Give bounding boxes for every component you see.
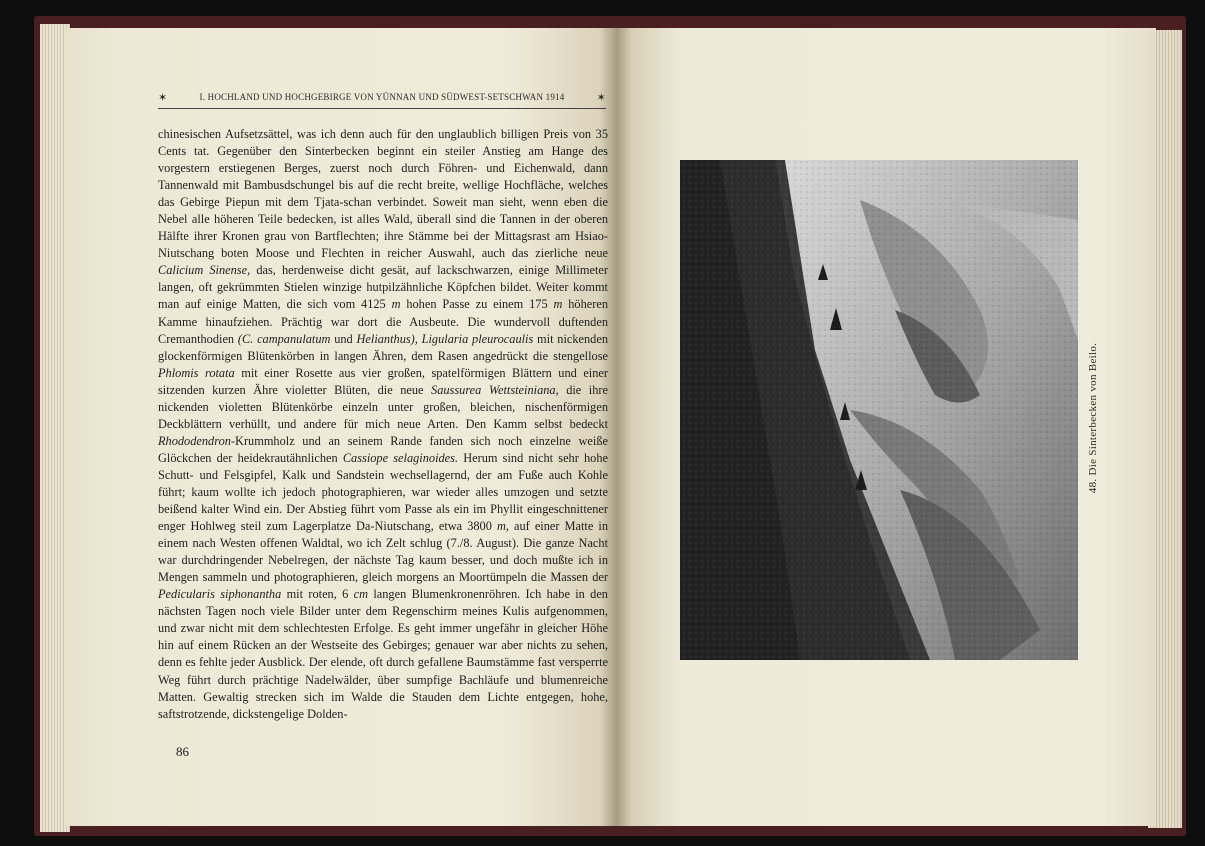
sinter-terraces-photo — [680, 160, 1078, 660]
left-page — [64, 28, 616, 826]
species-name: (C. campanulatum — [237, 331, 331, 346]
unit: m, — [496, 519, 509, 534]
running-head-rule — [158, 108, 606, 109]
text-run: das, herdenweise dicht gesät, auf lackschwarzen, einige Millimeter langen, oft gekrümmten Stielen winzige hutpilzähnliche Köpfchen bildet. Weiter kommt man auf einige Matten, die sich vom 4125 — [158, 263, 608, 312]
page-number: 86 — [176, 744, 189, 759]
unit: m — [391, 297, 401, 312]
text-run: mit einer Rosette aus vier großen, spatelförmigen Blättern und einer sitzenden kurzen Ähre violetter Blüten, die neue — [158, 365, 608, 397]
ornament-right: ✶ — [596, 91, 606, 104]
species-name: Helianthus), Ligularia pleurocaulis — [356, 331, 534, 346]
text-run: und — [330, 331, 357, 346]
text-run: höheren Kamme hinaufziehen. Prächtig war dort die Ausbeute. Die wundervoll duftenden Cremanthodien — [158, 297, 608, 346]
text-run: mit nickenden glockenförmigen Blütenkörben in langen Ähren, dem Rasen angedrückt die stengellose — [158, 331, 609, 363]
right-page — [616, 28, 1156, 826]
species-name: Phlomis rotata — [158, 365, 235, 380]
body-text — [158, 126, 608, 723]
text-run: mit roten, 6 — [281, 587, 354, 602]
text-run: -Krummholz und an seinem Rande fanden sich noch einzelne weiße Glöckchen der heidekrautähnlichen — [158, 433, 608, 465]
text-run: Herum sind nicht sehr hohe Schutt- und Felsgipfel, Kalk und Sandstein wechsellagernd, der am Fuße auch Kohle führt; kaum wollte ich jedoch photographieren, war wieder alles umzogen und setzte beißend kalter Wind ein. Der Abstieg führt vom Passe als ein im Phyllit eingeschnittener enger Hohlweg steil zum Lagerplatze Da-Niutschang, etwa 3800 — [158, 450, 608, 534]
text-run: chinesischen Aufsetzsättel, was ich denn auch für den unglaublich billigen Preis von 35 Cents tat. Gegenüber den Sinterbecken beginnt ein steiler Anstieg am Hange des vorgestern erstiegenen Berges, zuerst noch durch Föhren- und Eichenwald, dann Tannenwald mit Bambusdschungel bis auf die recht breite, wellige Hochfläche, welches das Gebirge Piepun mit dem Tjata-schan verbindet. Soweit man sieht, wenn eben die Nebel alle höheren Teile bedecken, ist alles Wald, überall sind die Tannen in der oberen Hälfte ihrer Kronen grau von Bartflechten; ihre Stämme bei der Mittagsrast am Hsiao-Niutschang boten Moose und Flechten in reicher Auswahl, auch das zierliche neue — [158, 127, 608, 261]
species-name: Pedicularis siphonantha — [158, 587, 282, 602]
text-run: die ihre nickenden violetten Blütenkörbe einzeln unter großen, bleichen, nischenförmigen Deckblättern verhüllt, und andere für mich neue Arten. Den Kamm selbst bedeckt — [158, 382, 608, 431]
photo-plate — [680, 160, 1078, 660]
text-run: auf einer Matte in einem nach Westen offenen Waldtal, wo ich Zelt schlug (7./8. August). Die ganze Nacht war durchdringender Nebelregen, der nächste Tag kaum besser, und doch mußte ich in Mengen sammeln und photographieren, gleich morgens an Moortümpeln die Massen der — [158, 519, 608, 585]
species-name: Rhododendron — [158, 433, 231, 448]
text-run: hohen Passe zu einem 175 — [400, 297, 554, 312]
unit: cm — [353, 587, 369, 602]
running-head — [158, 90, 606, 104]
species-name: Cassiope selaginoides. — [342, 450, 459, 465]
text-run: langen Blumenkronenröhren. Ich habe in den nächsten Tagen noch viele Bilder unter dem Regenschirm meines Kulis aufgenommen, und zwar nicht mit dem schlechtesten Erfolge. Es geht immer ungefähr in gleicher Höhe hin auf einem Rücken an der Westseite des Gebirges; genauer war aber nichts zu sehen, denn es fehlte jeder Ausblick. Der elende, oft durch gefallene Baumstämme fast versperrte Weg führt durch prächtige Nadelwälder, über sumpfige Bachläufe und blumenreiche Matten. Gewaltig strecken sich im Walde die Stauden dem Lichte entgegen, hohe, saftstrotzende, dickstengelige Dolden- — [158, 587, 608, 721]
plate-caption — [1086, 318, 1100, 518]
species-name: Saussurea Wettsteiniana, — [431, 382, 559, 397]
species-name: Calicium Sinense, — [158, 263, 251, 278]
unit: m — [553, 297, 563, 312]
running-head-text: I. HOCHLAND UND HOCHGEBIRGE VON YÜNNAN UND SÜDWEST-SETSCHWAN 1914 — [199, 92, 565, 102]
ornament-left: ✶ — [158, 91, 168, 104]
plate-caption-text: 48. Die Sinterbecken von Beilo. — [1087, 342, 1099, 494]
paragraph — [158, 126, 608, 723]
